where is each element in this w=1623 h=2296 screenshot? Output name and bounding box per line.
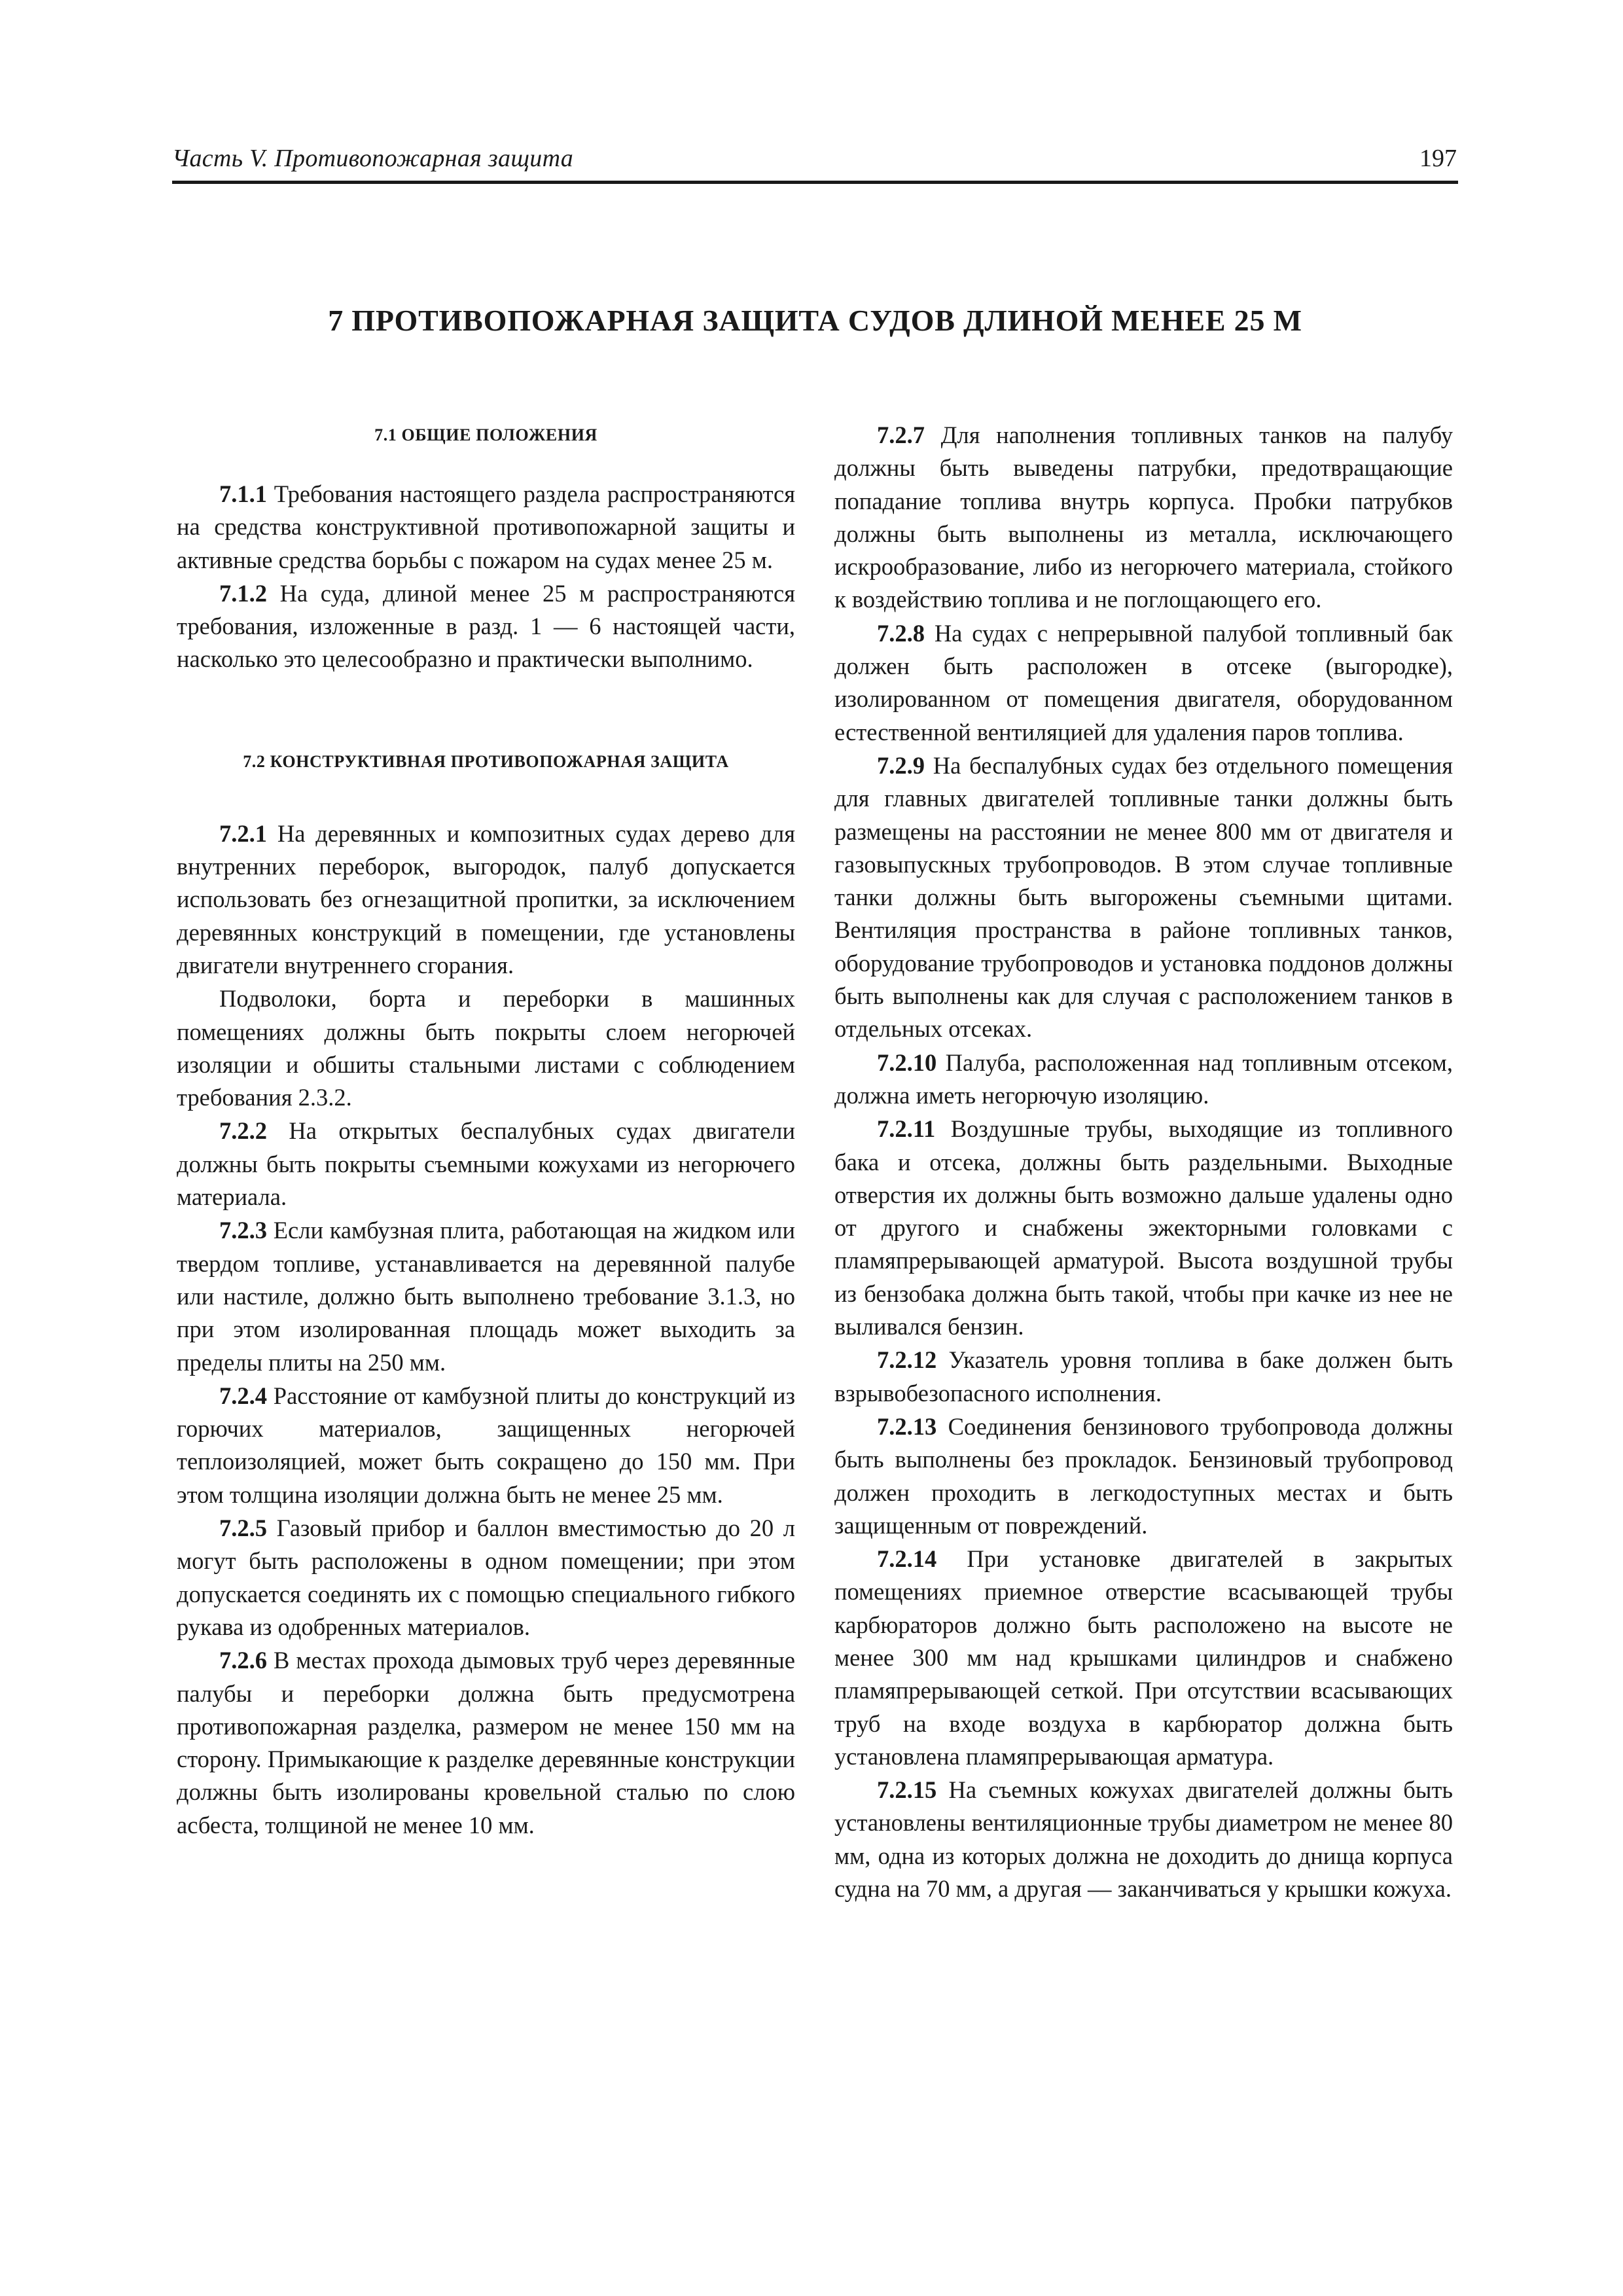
paragraph-7-1-2 [177, 577, 795, 676]
paragraph-text: Расстояние от камбузной плиты до конструкций из горючих материалов, защищенных негорючей теплоизоляцией, может быть сокращено до 150 мм. При этом толщина изоляции должна быть не менее 25 мм. [177, 1382, 795, 1508]
paragraph-number: 7.2.9 [877, 751, 925, 779]
paragraph-7-2-1 [177, 817, 795, 982]
page-header [172, 141, 1458, 184]
paragraph-7-2-12 [834, 1344, 1453, 1410]
paragraph-7-2-13 [834, 1410, 1453, 1542]
paragraph-text: Подволоки, борта и переборки в машинных помещениях должны быть покрыты слоем негорючей изоляции и обшиты стальными листами с соблюдением требования 2.3.2. [177, 985, 795, 1111]
paragraph-text: На деревянных и композитных судах дерево для внутренних переборок, выгородок, палуб допускается использовать без огнезащитной пропитки, за исключением деревянных конструкций в помещении, где установлены двигатели внутреннего сгорания. [177, 819, 795, 978]
paragraph-number: 7.2.6 [219, 1647, 267, 1674]
running-title: Часть V. Противопожарная защита [172, 145, 574, 172]
page-number: 197 [1419, 145, 1457, 172]
paragraph-number: 7.2.12 [877, 1346, 937, 1374]
paragraph-text: Указатель уровня топлива в баке должен быть взрывобезопасного исполнения. [834, 1346, 1453, 1407]
paragraph-number: 7.2.7 [877, 422, 925, 448]
paragraph-text: На съемных кожухах двигателей должны быть установлены вентиляционные трубы диаметром не менее 80 мм, одна из которых должна не доходить до днища корпуса судна на 70 мм, а другая — заканчиваться у крышки кожуха. [834, 1776, 1453, 1903]
section-heading-7-1: 7.1 ОБЩИЕ ПОЛОЖЕНИЯ [374, 425, 597, 444]
paragraph-number: 7.2.4 [219, 1382, 267, 1409]
right-column [834, 419, 1453, 1906]
paragraph-number: 7.2.5 [219, 1515, 267, 1542]
paragraph-number: 7.2.3 [219, 1217, 267, 1244]
paragraph-7-2-9 [834, 749, 1453, 1046]
paragraph-text: На открытых беспалубных судах двигатели должны быть покрыты съемными кожухами из негорючего материала. [177, 1117, 795, 1211]
paragraph-number: 7.2.13 [877, 1412, 937, 1440]
paragraph-number: 7.2.2 [219, 1117, 267, 1145]
paragraph-7-2-15 [834, 1774, 1453, 1905]
paragraph-number: 7.2.14 [877, 1545, 937, 1573]
paragraph-number: 7.2.11 [877, 1115, 936, 1143]
paragraph-7-2-1-cont [177, 982, 795, 1114]
paragraph-text: Воздушные трубы, выходящие из топливного бака и отсека, должны быть раздельными. Выходные отверстия их должны быть возможно дальше удалены одно от другого и снабжены эжекторными головками с пламяпрерывающей арматурой. Высота воздушной трубы из бензобака должна быть такой, чтобы при качке из нее не выливался бензин. [834, 1115, 1453, 1340]
paragraph-text: На суда, длиной менее 25 м распространяются требования, изложенные в разд. 1 — 6 настоящей части, насколько это целесообразно и практически выполнимо. [177, 579, 795, 673]
paragraph-7-2-10 [834, 1047, 1453, 1113]
paragraph-number: 7.2.1 [219, 819, 267, 847]
section-heading-7-2: 7.2 КОНСТРУКТИВНАЯ ПРОТИВОПОЖАРНАЯ ЗАЩИТА [243, 751, 729, 771]
paragraph-7-2-7 [834, 419, 1453, 617]
chapter-title: 7 ПРОТИВОПОЖАРНАЯ ЗАЩИТА СУДОВ ДЛИНОЙ МЕНЕЕ 25 М [328, 304, 1302, 337]
paragraph-7-2-3 [177, 1214, 795, 1378]
paragraph-number: 7.1.1 [219, 480, 267, 507]
paragraph-text: Газовый прибор и баллон вместимостью до 20 л могут быть расположены в одном помещении; при этом допускается соединять их с помощью специального гибкого рукава из одобренных материалов. [177, 1515, 795, 1640]
paragraph-text: При установке двигателей в закрытых помещениях приемное отверстие всасывающей трубы карбюраторов должно быть расположено на высоте не менее 300 мм над крышками цилиндров и снабжено пламяпрерывающей сеткой. При отсутствии всасывающих труб на входе воздуха в карбюратор должна быть установлена пламяпрерывающая арматура. [834, 1545, 1453, 1770]
paragraph-text: Палуба, расположенная над топливным отсеком, должна иметь негорючую изоляцию. [834, 1049, 1453, 1109]
paragraph-number: 7.2.8 [877, 619, 925, 647]
paragraph-text: Если камбузная плита, работающая на жидком или твердом топливе, устанавливается на деревянной палубе или настиле, должно быть выполнено требование 3.1.3, но при этом изолированная площадь может выходить за пределы плиты на 250 мм. [177, 1217, 795, 1376]
paragraph-text: На беспалубных судах без отдельного помещения для главных двигателей топливные танки должны быть размещены на расстоянии не менее 800 мм от двигателя и газовыпускных трубопроводов. В этом случае топливные танки должны быть выгорожены съемными щитами. Вентиляция пространства в районе топливных танков, оборудование трубопроводов и установка поддонов должны быть выполнены как для случая с расположением танков в отдельных отсеках. [834, 751, 1453, 1043]
paragraph-text: Требования настоящего раздела распространяются на средства конструктивной противопожарной защиты и активные средства борьбы с пожаром на судах менее 25 м. [177, 480, 795, 573]
paragraph-7-1-1 [177, 478, 795, 577]
paragraph-number: 7.2.10 [877, 1049, 937, 1076]
paragraph-text: На судах с непрерывной палубой топливный бак должен быть расположен в отсеке (выгородке), изолированном от помещения двигателя, оборудованном естественной вентиляцией для удаления паров топлива. [834, 619, 1453, 745]
paragraph-7-2-14 [834, 1543, 1453, 1773]
left-column [177, 419, 795, 1842]
paragraph-7-2-4 [177, 1380, 795, 1511]
paragraph-text: Для наполнения топливных танков на палубу должны быть выведены патрубки, предотвращающие попадание топлива внутрь корпуса. Пробки патрубков должны быть выполнены из металла, исключающего искрообразование, либо из негорючего материала, стойкого к воздействию топлива и не поглощающего его. [834, 422, 1453, 613]
paragraph-text: Соединения бензинового трубопровода должны быть выполнены без прокладок. Бензиновый трубопровод должен проходить в легкодоступных местах и быть защищенным от повреждений. [834, 1412, 1453, 1539]
paragraph-text: В местах прохода дымовых труб через деревянные палубы и переборки должна быть предусмотрена противопожарная разделка, размером не менее 150 мм на сторону. Примыкающие к разделке деревянные конструкции должны быть изолированы кровельной сталью по слою асбеста, толщиной не менее 10 мм. [177, 1647, 795, 1839]
paragraph-7-2-6 [177, 1644, 795, 1842]
paragraph-number: 7.2.15 [877, 1776, 937, 1804]
paragraph-7-2-5 [177, 1512, 795, 1643]
paragraph-7-2-8 [834, 617, 1453, 749]
paragraph-number: 7.1.2 [219, 579, 267, 607]
paragraph-7-2-11 [834, 1113, 1453, 1343]
paragraph-7-2-2 [177, 1115, 795, 1213]
